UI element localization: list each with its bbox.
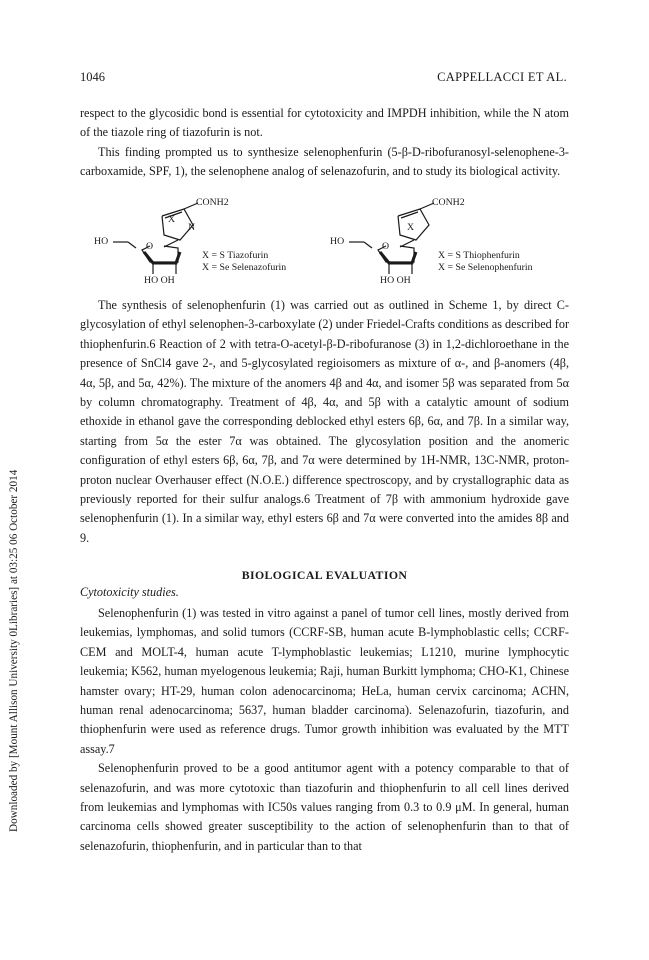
right-conh2-label: CONH2 [432, 197, 465, 208]
subsection-heading: Cytotoxicity studies. [80, 585, 179, 599]
right-legend-1: X = S Thiophenfurin [438, 250, 520, 261]
synthesis-paragraph: The synthesis of selenophenfurin (1) was carried out as outlined in Scheme 1, by direct C-glycosylation of ethyl selenophen-3-carboxylate (2) under Friedel-Crafts conditions as described for thiophenfurin.6 Reaction of 2 with tetra-O-acetyl-β-D-ribofuranose (3) in 1,2-dichloroethane in the presence of SnCl4 gave 2-, and 5-glycosylated regioisomers as mixture of α-, and β-anomers (4β, 4α, 5β, and 5α, 42%). The mixture of the anomers 4β and 4α, and isomer 5β was separated from 5α by column chromatography. Treatment of 4β, 4α, and 5β with a catalytic amount of sodium ethoxide in ethanol gave the corresponding deblocked ethyl esters 6β, 6α, and 7β. In a similar way, starting from 5α the ester 7α was obtained. The glycosylation position and the anomeric configuration of ethyl esters 6β, 6α, 7β, and 7α were determined by 1H-NMR, 13C-NMR, proton-proton nuclear Overhauser effect (N.O.E.) difference spectroscopy, and by crystallographic data as previously reported for their sulfur analogs.6 Treatment of 7β with ammonium hydroxide gave selenophenfurin (1). In a similar way, ethyl esters 6β and 7α were converted into the amides 8β and 9. [80, 298, 570, 545]
left-n-label: N [188, 222, 196, 233]
left-legend-2: X = Se Selenazofurin [202, 262, 287, 273]
intro-block [80, 104, 569, 182]
left-hooh-label: HO OH [144, 275, 175, 286]
synthesis-block [80, 296, 569, 548]
left-o-label: O [146, 241, 154, 252]
right-o-label: O [382, 241, 390, 252]
right-legend-2: X = Se Selenophenfurin [438, 262, 533, 273]
right-x-label: X [407, 222, 415, 233]
left-conh2-label: CONH2 [196, 197, 229, 208]
download-watermark: Downloaded by [Mount Allison University 0Libraries] at 03:25 06 October 2014 [8, 469, 20, 832]
result-paragraph: Selenophenfurin proved to be a good antitumor agent with a potency comparable to that of selenazofurin, and was more cytotoxic than tiazofurin and thiophenfurin to all cell lines derived from leukemias and lymphomas with IC50s values ranging from 0.3 to 0.9 μM. In general, human carcinoma cells showed greater susceptibility to the action of selenophenfurin than to that of selenazofurin, thiophenfurin, and in particular than to that [80, 761, 569, 853]
bio-block [80, 604, 569, 856]
page-number: 1046 [80, 70, 105, 84]
right-hooh-label: HO OH [380, 275, 411, 286]
right-ho-label: HO [330, 236, 345, 247]
left-legend-1: X = S Tiazofurin [202, 250, 269, 261]
running-title: CAPPELLACCI ET AL. [437, 70, 567, 84]
cytotoxicity-paragraph: Selenophenfurin (1) was tested in vitro against a panel of tumor cell lines, mostly derived from leukemias, lymphomas, and solid tumors (CCRF-SB, human acute B-lymphoblastic cells; CCRF-CEM and MOLT-4, human acute T-lymphoblastic leukemias; L1210, murine lymphocytic leukemia; K562, human myelogenous leukemia; Raji, human Burkitt lymphoma; CHO-K1, Chinese hamster ovary; HT-29, human colon adenocarcinoma; HeLa, human cervix carcinoma; ACHN, human renal adenocarcinoma; 5637, human bladder carcinoma). Selenazofurin, tiazofurin, and thiophenfurin were used as reference drugs. Tumor growth inhibition was evaluated by the MTT assay.7 [80, 606, 569, 756]
section-heading: BIOLOGICAL EVALUATION [241, 568, 408, 582]
intro-paragraph: respect to the glycosidic bond is essential for cytotoxicity and IMPDH inhibition, while the N atom of the tiazole ring of tiazofurin is not. [80, 106, 569, 140]
aim-paragraph: This finding prompted us to synthesize selenophenfurin (5-β-D-ribofuranosyl-selenophene-3-carboxamide, SPF, 1), the selenophene analog of selenazofurin, and to study its biological activity. [80, 144, 569, 179]
left-ho-label: HO [94, 236, 109, 247]
structure-figure [80, 196, 569, 292]
left-x-label: X [168, 214, 176, 225]
